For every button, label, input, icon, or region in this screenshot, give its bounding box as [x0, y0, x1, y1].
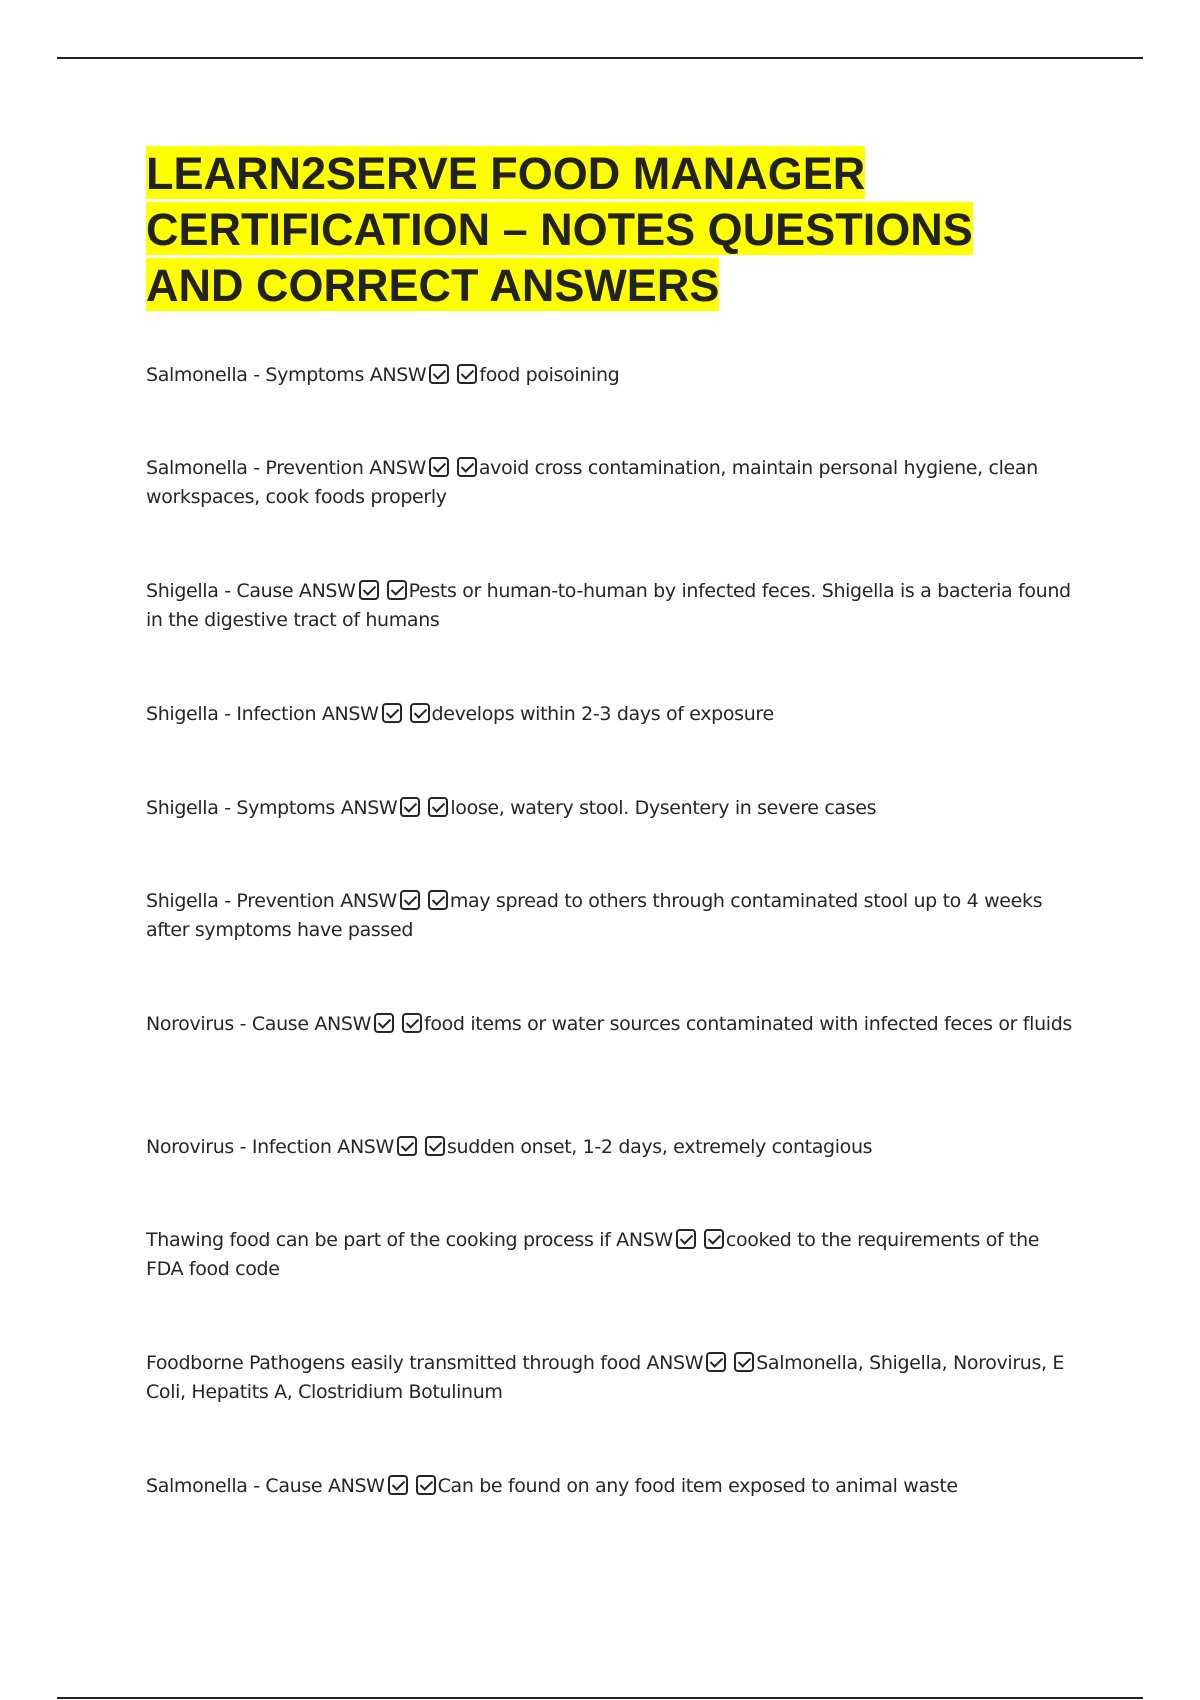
answer-marker: ANSW: [340, 797, 398, 819]
qa-answer: may spread to others through contaminated stool up to 4 weeks after symptoms have passed: [146, 890, 1043, 941]
checked-box-icon: [402, 1013, 422, 1033]
checked-box-icon: [429, 364, 449, 384]
qa-answer: sudden onset, 1-2 days, extremely contagious: [446, 1136, 873, 1158]
qa-answer: food items or water sources contaminated with infected feces or fluids: [424, 1013, 1072, 1035]
qa-answer: food poisoining: [479, 364, 620, 386]
checked-box-icon: [382, 703, 402, 723]
checked-box-icon: [397, 1136, 417, 1156]
qa-item: [146, 1472, 1076, 1501]
qa-answer: cooked to the requirements of the FDA food code: [146, 1229, 1040, 1280]
qa-item: [146, 700, 1076, 729]
qa-item: [146, 887, 1076, 945]
answer-marker: ANSW: [337, 1136, 394, 1158]
qa-question: Shigella - Prevention: [146, 890, 335, 912]
qa-item: [146, 1010, 1076, 1039]
checked-box-icon: [387, 580, 407, 600]
qa-question: Thawing food can be part of the cooking process if: [146, 1229, 611, 1251]
top-rule: [57, 57, 1143, 59]
answer-marker: ANSW: [646, 1352, 704, 1374]
document-body: [146, 146, 1076, 1497]
answer-marker: ANSW: [314, 1013, 372, 1035]
checked-box-icon: [374, 1013, 394, 1033]
qa-question: Foodborne Pathogens easily transmitted through food: [146, 1352, 641, 1374]
answer-marker: ANSW: [321, 703, 379, 725]
qa-question: Norovirus - Infection: [146, 1136, 332, 1158]
checked-box-icon: [400, 890, 420, 910]
checked-box-icon: [429, 457, 449, 477]
title-highlight: LEARN2SERVE FOOD MANAGER CERTIFICATION – NOTES QUESTIONS AND CORRECT ANSWERS: [146, 148, 973, 311]
bottom-rule: [57, 1697, 1143, 1699]
answer-marker: ANSW: [327, 1475, 385, 1497]
qa-answer: loose, watery stool. Dysentery in severe cases: [450, 797, 877, 819]
checked-box-icon: [388, 1475, 408, 1495]
qa-item: [146, 1349, 1076, 1407]
qa-item: [146, 1226, 1076, 1284]
qa-question: Shigella - Cause: [146, 580, 294, 602]
checked-box-icon: [457, 457, 477, 477]
qa-answer: develops within 2-3 days of exposure: [431, 703, 774, 725]
checked-box-icon: [416, 1475, 436, 1495]
checked-box-icon: [457, 364, 477, 384]
document-title: [146, 146, 1076, 314]
qa-item: [146, 577, 1076, 635]
qa-item: [146, 361, 1076, 390]
checked-box-icon: [704, 1229, 724, 1249]
qa-question: Norovirus - Cause: [146, 1013, 309, 1035]
qa-question: Shigella - Infection: [146, 703, 317, 725]
checked-box-icon: [410, 703, 430, 723]
answer-marker: ANSW: [340, 890, 397, 912]
checked-box-icon: [425, 1136, 445, 1156]
checked-box-icon: [734, 1352, 754, 1372]
answer-marker: ANSW: [298, 580, 356, 602]
qa-question: Salmonella - Cause: [146, 1475, 323, 1497]
checked-box-icon: [359, 580, 379, 600]
answer-marker: ANSW: [616, 1229, 673, 1251]
qa-answer: Salmonella, Shigella, Norovirus, E Coli, Hepatits A, Clostridium Botulinum: [146, 1352, 1065, 1403]
qa-question: Salmonella - Prevention: [146, 457, 364, 479]
checked-box-icon: [706, 1352, 726, 1372]
qa-item: [146, 794, 1076, 823]
qa-answer: Pests or human-to-human by infected feces. Shigella is a bacteria found in the digestive tract of humans: [146, 580, 1071, 631]
answer-marker: ANSW: [369, 457, 426, 479]
qa-item: [146, 454, 1076, 512]
qa-answer: Can be found on any food item exposed to animal waste: [437, 1475, 958, 1497]
checked-box-icon: [428, 890, 448, 910]
qa-answer: avoid cross contamination, maintain personal hygiene, clean workspaces, cook foods properly: [146, 457, 1038, 508]
qa-question: Shigella - Symptoms: [146, 797, 335, 819]
checked-box-icon: [676, 1229, 696, 1249]
answer-marker: ANSW: [369, 364, 427, 386]
checked-box-icon: [400, 797, 420, 817]
qa-item: [146, 1133, 1076, 1162]
checked-box-icon: [428, 797, 448, 817]
qa-question: Salmonella - Symptoms: [146, 364, 364, 386]
